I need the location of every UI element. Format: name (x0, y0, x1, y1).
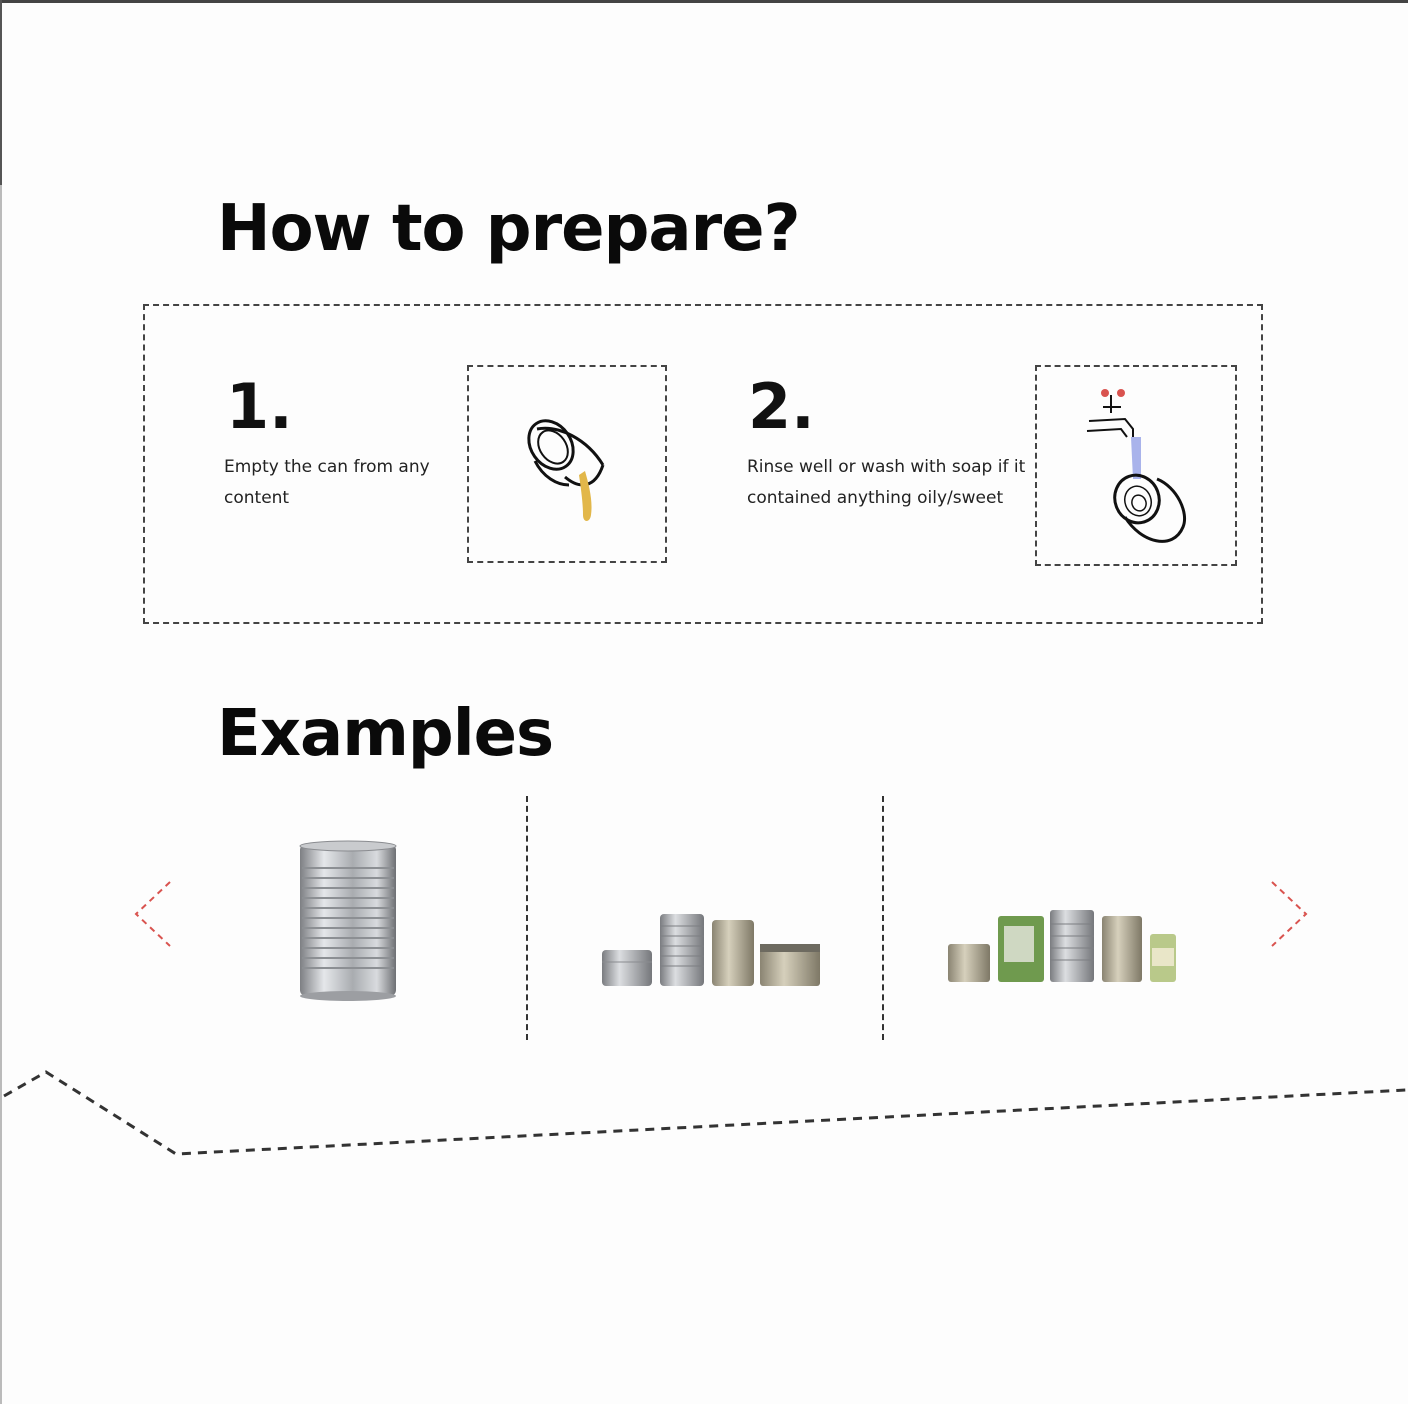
tin-can-icon (292, 838, 404, 1004)
step-1-text (224, 452, 430, 514)
chevron-left-icon (128, 876, 188, 956)
carousel-prev-button[interactable] (128, 876, 188, 956)
chevron-right-icon (1262, 876, 1322, 956)
frame-left-border-dark (0, 0, 2, 185)
decorative-dashed-path (0, 1060, 1408, 1170)
step-1-illustration-frame (467, 365, 667, 563)
section-title-prepare: How to prepare? (217, 192, 800, 266)
example-image-can-group (946, 908, 1178, 984)
cans-group-icon (946, 908, 1178, 984)
section-title-examples: Examples (217, 697, 554, 771)
examples-divider-1 (526, 796, 528, 1040)
frame-left-border (0, 0, 2, 1404)
step-2-text (747, 452, 1025, 514)
step-2-number: 2. (748, 370, 815, 443)
faucet-rinse-icon (1037, 367, 1235, 564)
example-image-tin-group (600, 910, 824, 992)
step-2-text-line1: Rinse well or wash with soap if it (747, 457, 1026, 477)
empty-can-icon (469, 367, 665, 561)
tins-group-icon (600, 910, 824, 992)
frame-top-border (0, 0, 1408, 3)
example-image-single-can (292, 838, 404, 1004)
examples-divider-2 (882, 796, 884, 1040)
step-2-illustration-frame (1035, 365, 1237, 566)
carousel-next-button[interactable] (1262, 876, 1322, 956)
step-2-text-line2: contained anything oily/sweet (747, 488, 1004, 508)
step-1-number: 1. (226, 370, 293, 443)
step-1-text-line1: Empty the can from any (224, 457, 430, 477)
step-1-text-line2: content (224, 488, 290, 508)
